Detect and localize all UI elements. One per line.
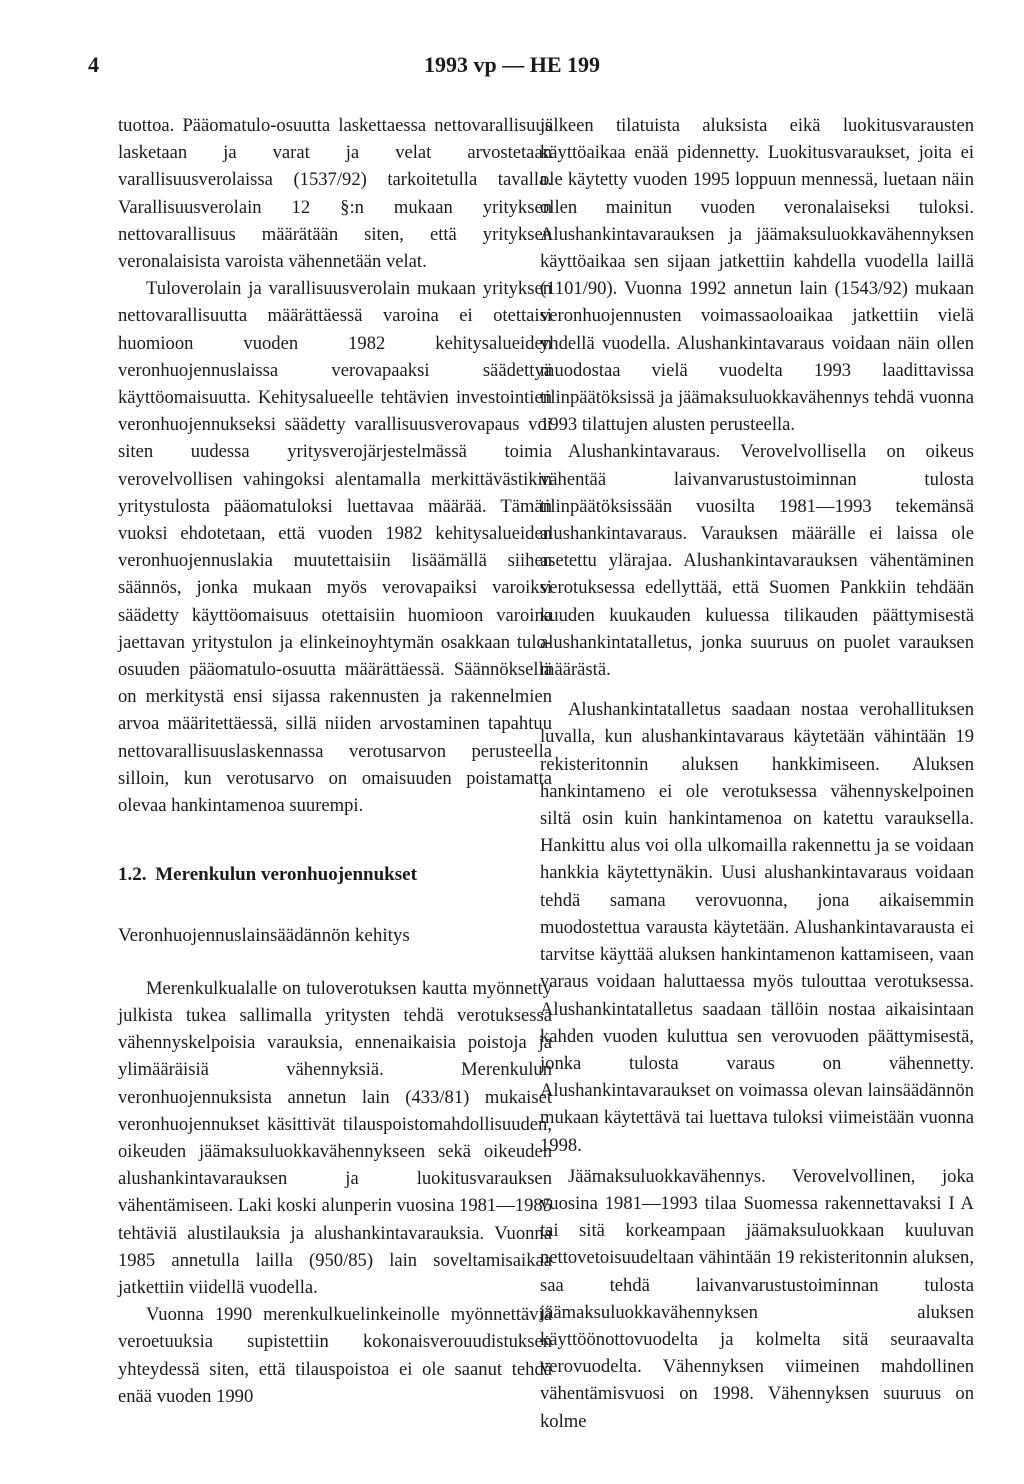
- section-number: 1.2.: [118, 864, 147, 886]
- paragraph: Tuloverolain ja varallisuusverolain mukaan yrityksen nettovarallisuutta määrättäessä varoina ei otettaisi huomioon vuoden 1982 kehitysalueiden veronhuojennuslaissa verovapaaksi säädettyä käyttöomaisuutta. Kehitysalueelle tehtävien investointien veronhuojennukseksi säädetty varallisuusverovapaus voi siten uudessa yritysverojärjestelmässä toimia verovelvollisen vahingoksi alentamalla merkittävästikin yritystulosta pääomatuloksi luettavaa määrää. Tämän vuoksi ehdotetaan, että vuoden 1982 kehitysalueiden veronhuojennuslakia muutettaisiin lisäämällä siihen säännös, jonka mukaan myös verovapaiksi varoiksi säädetty käyttöomaisuus otettaisiin huomioon varoina jaettavan yritystulon ja elinkeinoyhtymän osakkaan tulo-osuuden pääomatulo-osuutta määrättäessä. Säännöksellä on merkitystä ensi sijassa rakennusten ja rakennelmien arvoa määritettäessä, sillä niiden arvostaminen tapahtuu nettovarallisuuslaskennassa verotusarvon perusteella silloin, kun verotusarvo on omaisuuden poistamatta olevaa hankintamenoa suurempi.: [118, 278, 552, 817]
- paragraph: jälkeen tilatuista aluksista eikä luokitusvarausten käyttöaikaa enää pidennetty. Luokitusvaraukset, joita ei ole käytetty vuoden 1995 loppuun mennessä, luetaan näin ollen mainitun vuoden veronalaiseksi tuloksi. Alushankintavarauksen ja jäämaksuluokkavähennyksen käyttöaikaa sen sijaan jatkettiin kahdella vuodella laillä (1101/90). Vuonna 1992 annetun lain (1543/92) mukaan veronhuojennusten voimassaoloaikaa jatkettiin vielä yhdellä vuodella. Alushankintavaraus voidaan näin ollen muodostaa vielä vuodelta 1993 laadittavissa tilinpäätöksissä ja jäämaksuluokkavähennys tehdä vuonna 1993 tilattujen alusten perusteella.: [540, 115, 974, 436]
- right-column: [540, 112, 974, 1435]
- subsection-heading: Veronhuojennuslainsäädännön kehitys: [118, 925, 410, 947]
- paragraph: tuottoa. Pääomatulo-osuutta laskettaessa nettovarallisuus lasketaan ja varat ja velat arvostetaan varallisuusverolaissa (1537/92) tarkoitetulla tavalla. Varallisuusverolain 12 §:n mukaan yrityksen nettovarallisuus määrätään siten, että yrityksen veronalaisista varoista vähennetään velat.: [118, 115, 552, 273]
- running-title: 1993 vp — HE 199: [423, 52, 601, 77]
- page-number: 4: [88, 52, 99, 77]
- paragraph: Merenkulkualalle on tuloverotuksen kautta myönnetty julkista tukea sallimalla yritysten tehdä verotuksessa vähennyskelpoisia varauksia, ennenaikaisia poistoja ja ylimääräisiä vähennyksiä. Merenkulun veronhuojennuksista annetun lain (433/81) mukaiset veronhuojennukset käsittivät tilauspoistomahdollisuuden, oikeuden jäämaksuluokkavähennykseen sekä oikeuden alushankintavarauksen ja luokitusvarauksen vähentämiseen. Laki koski alunperin vuosina 1981—1985 tehtäviä alustilauksia ja alushankintavarauksia. Vuonna 1985 annetulla lailla (950/85) lain soveltamisaikaa jatkettiin viidellä vuodella.: [118, 977, 552, 1298]
- paragraph: Alushankintatalletus saadaan nostaa verohallituksen luvalla, kun alushankintavaraus käytetään vähintään 19 rekisteritonnin aluksen hankkimiseen. Aluksen hankintameno ei ole verotuksessa vähennyskelpoinen siltä osin kuin hankintamenoa on katettu varauksella. Hankittu alus voi olla ulkomailla rakennettu ja se voidaan hankkia käytettynäkin. Uusi alushankintavaraus voidaan tehdä samana verovuonna, jona aikaisemmin muodostettua varausta käytetään. Alushankintavarausta ei tarvitse käyttää aluksen hankintamenon kattamiseen, vaan varaus voidaan haluttaessa myös tulouttaa verotuksessa. Alushankintatalletus saadaan tällöin nostaa aikaisintaan kahden vuoden kuluttua sen verovuoden päättymisestä, jonka tulosta varaus on vähennetty. Alushankintavaraukset on voimassa olevan lainsäädännön mukaan käytettävä tai luettava tuloksi viimeistään vuonna 1998.: [540, 699, 974, 1156]
- left-column: [118, 112, 552, 1410]
- section-title: Merenkulun veronhuojennukset: [155, 864, 417, 886]
- paragraph: Alushankintavaraus. Verovelvollisella on oikeus vähentää laivanvarustustoiminnan tulosta tilinpäätöksissään vuosilta 1981—1993 tekemänsä alushankintavaraus. Varauksen määrälle ei laissa ole asetettu ylärajaa. Alushankintavarauksen vähentäminen verotuksessa edellyttää, että Suomen Pankkiin tehdään kuuden kuukauden kuluessa tilikauden päättymisestä alushankintatalletus, jonka suuruus on puolet varauksen määrästä.: [540, 441, 974, 681]
- section-heading: [118, 861, 552, 888]
- page-header: [0, 52, 1024, 92]
- paragraph: Jäämaksuluokkavähennys. Verovelvollinen, joka vuosina 1981—1993 tilaa Suomessa rakennettavaksi I A tai sitä korkeampaan jäämaksuluokkaan kuuluvan nettovetoisuudeltaan vähintään 19 rekisteritonnin aluksen, saa tehdä laivanvarustustoiminnan tulosta jäämaksuluokkavähennyksen aluksen käyttöönottovuodelta ja kolmelta sitä seuraavalta verovuodelta. Vähennyksen viimeinen mahdollinen vähentämisvuosi on 1998. Vähennyksen suuruus on kolme: [540, 1165, 974, 1432]
- paragraph: Vuonna 1990 merenkulkuelinkeinolle myönnettäviä veroetuuksia supistettiin kokonaisverouudistuksen yhteydessä siten, että tilauspoistoa ei ole saanut tehdä enää vuoden 1990: [118, 1304, 552, 1407]
